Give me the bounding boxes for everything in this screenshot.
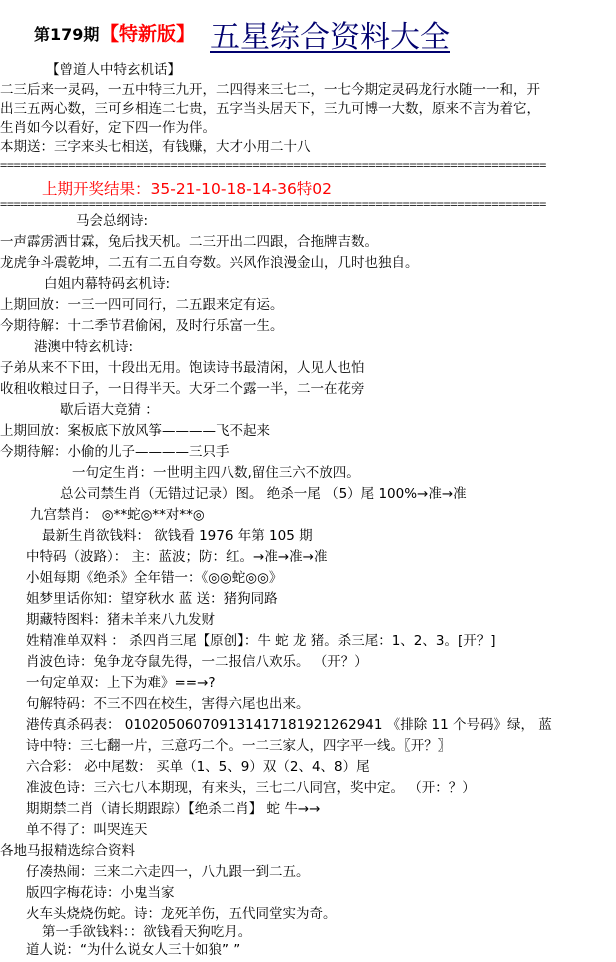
poem-send-line: 本期送：三字来头七相送，有钱赚，大才小用二十八 bbox=[0, 139, 311, 155]
separator-line: ================================================================================ bbox=[0, 158, 546, 172]
list-item: 六合彩： 必中尾数： 买单（1、5、9）双（2、4、8）尾 bbox=[26, 759, 370, 775]
poem-line-3: 生肖如今以看好，定下四一作为伴。 bbox=[0, 120, 216, 136]
list-item: 道人说：“为什么说女人三十如狼” ” bbox=[26, 942, 241, 958]
zodiac-line: 一句定生肖：一世明主四八数,留住三六不放四。 bbox=[72, 465, 360, 481]
newest-zodiac: 最新生肖欲钱料： 欲钱看 1976 年第 105 期 bbox=[42, 528, 313, 544]
poem-line-2: 出三五两心数，三可乡相连二七贵，五字当头居天下，三九可博一大数，原来不言为着它， bbox=[0, 101, 540, 117]
list-item: 期藏特图料：猪未羊来八九发财 bbox=[26, 612, 215, 628]
list-item: 肖波色诗：兔争龙夺鼠先得，一二报信八欢乐。 （开？） bbox=[26, 654, 368, 670]
horse-poem-title: 马会总纲诗: bbox=[76, 213, 149, 229]
list-item: 诗中特：三七翻一片，三意巧二个。一二三家人，四字平一线。〖开？〗 bbox=[26, 738, 452, 754]
sister-prev: 上期回放：一三一四可同行，二五跟来定有运。 bbox=[0, 297, 284, 313]
sister-poem-title: 白姐内幕特码玄机诗: bbox=[44, 276, 171, 292]
section-heading-regional: 各地马报精选综合资料 bbox=[0, 843, 135, 859]
edition-badge: 【特新版】 bbox=[100, 23, 196, 45]
company-ban: 总公司禁生肖（无错过记录）图。 绝杀一尾 （5）尾 100%→准→准 bbox=[60, 486, 467, 502]
list-item: 一句定单双：上下为难》==→? bbox=[26, 675, 216, 691]
list-item: 版四字梅花诗：小鬼当家 bbox=[26, 885, 175, 901]
poem-line-1: 二三后来一灵码，一五中特三九开，二四得来三七二，一七今期定灵码龙行水随一一和，开 bbox=[0, 82, 540, 98]
list-item: 港传真杀码表： 010205060709131417181921262941 《排除 11 个号码》绿， 蓝 bbox=[26, 717, 552, 733]
macau-poem-line: 子弟从来不下田，十段出无用。饱读诗书最清闲，人见人也怕 bbox=[0, 360, 365, 376]
list-item: 姐梦里话你知：望穿秋水 蓝 送：猪狗同路 bbox=[26, 591, 278, 607]
last-draw-result: 上期开奖结果：35-21-10-18-14-36特02 bbox=[42, 180, 333, 198]
section-heading-zeng: 【曾道人中特玄机话】 bbox=[46, 62, 181, 78]
horse-poem-line: 龙虎争斗震乾坤，二五有二五自夸数。兴风作浪漫金山，几时也独自。 bbox=[0, 255, 419, 271]
list-item: 期期禁二肖（请长期跟踪）【绝杀二肖】 蛇 牛→→ bbox=[26, 801, 321, 817]
list-item: 准波色诗：三六七八本期现，有来头，三七二八同宫，奖中定。 （开：？） bbox=[26, 780, 476, 796]
page-title: 五星综合资料大全 bbox=[210, 20, 450, 55]
list-item: 小姐每期《绝杀》全年错一：《◎◎蛇◎◎》 bbox=[26, 570, 283, 586]
issue-number: 第179期 bbox=[34, 25, 100, 44]
separator-line: ================================================================================ bbox=[0, 197, 546, 211]
proverb-prev: 上期回放：案板底下放风筝————飞不起来 bbox=[0, 423, 270, 439]
proverb-now: 今期待解：小偷的儿子————三只手 bbox=[0, 444, 230, 460]
proverb-title: 歇后语大竞猜 ： bbox=[60, 402, 159, 418]
list-item: 中特码（波路）： 主：蓝波；防：红。→准→准→准 bbox=[26, 549, 328, 565]
macau-poem-title: 港澳中特玄机诗: bbox=[34, 339, 134, 355]
nine-palace-ban: 九宫禁肖： ◎**蛇◎**对**◎ bbox=[30, 507, 205, 523]
macau-poem-line: 收租收粮过日子，一日得半天。大牙二个露一半，二一在花旁 bbox=[0, 381, 365, 397]
horse-poem-line: 一声霹雳洒甘霖，兔后找天机。二三开出二四跟，合拖牌吉数。 bbox=[0, 234, 378, 250]
list-item: 第一手欲钱料：：欲钱看天狗吃月。 bbox=[42, 924, 252, 940]
list-item: 单不得了：叫哭连天 bbox=[26, 822, 148, 838]
list-item: 仔凑热闹：三来二六走四一，八九跟一到二五。 bbox=[26, 864, 310, 880]
list-item: 火车头烧烧伤蛇。诗：龙死羊伤，五代同堂实为奇。 bbox=[26, 906, 337, 922]
list-item: 姓精准单双料 ： 杀四肖三尾【原创】：牛 蛇 龙 猪。杀三尾：1、2、3。[开？] bbox=[26, 633, 496, 649]
list-item: 句解特码：不三不四在校生，害得六尾也出来。 bbox=[26, 696, 310, 712]
sister-now: 今期待解：十二季节君偷闲，及时行乐富一生。 bbox=[0, 318, 284, 334]
